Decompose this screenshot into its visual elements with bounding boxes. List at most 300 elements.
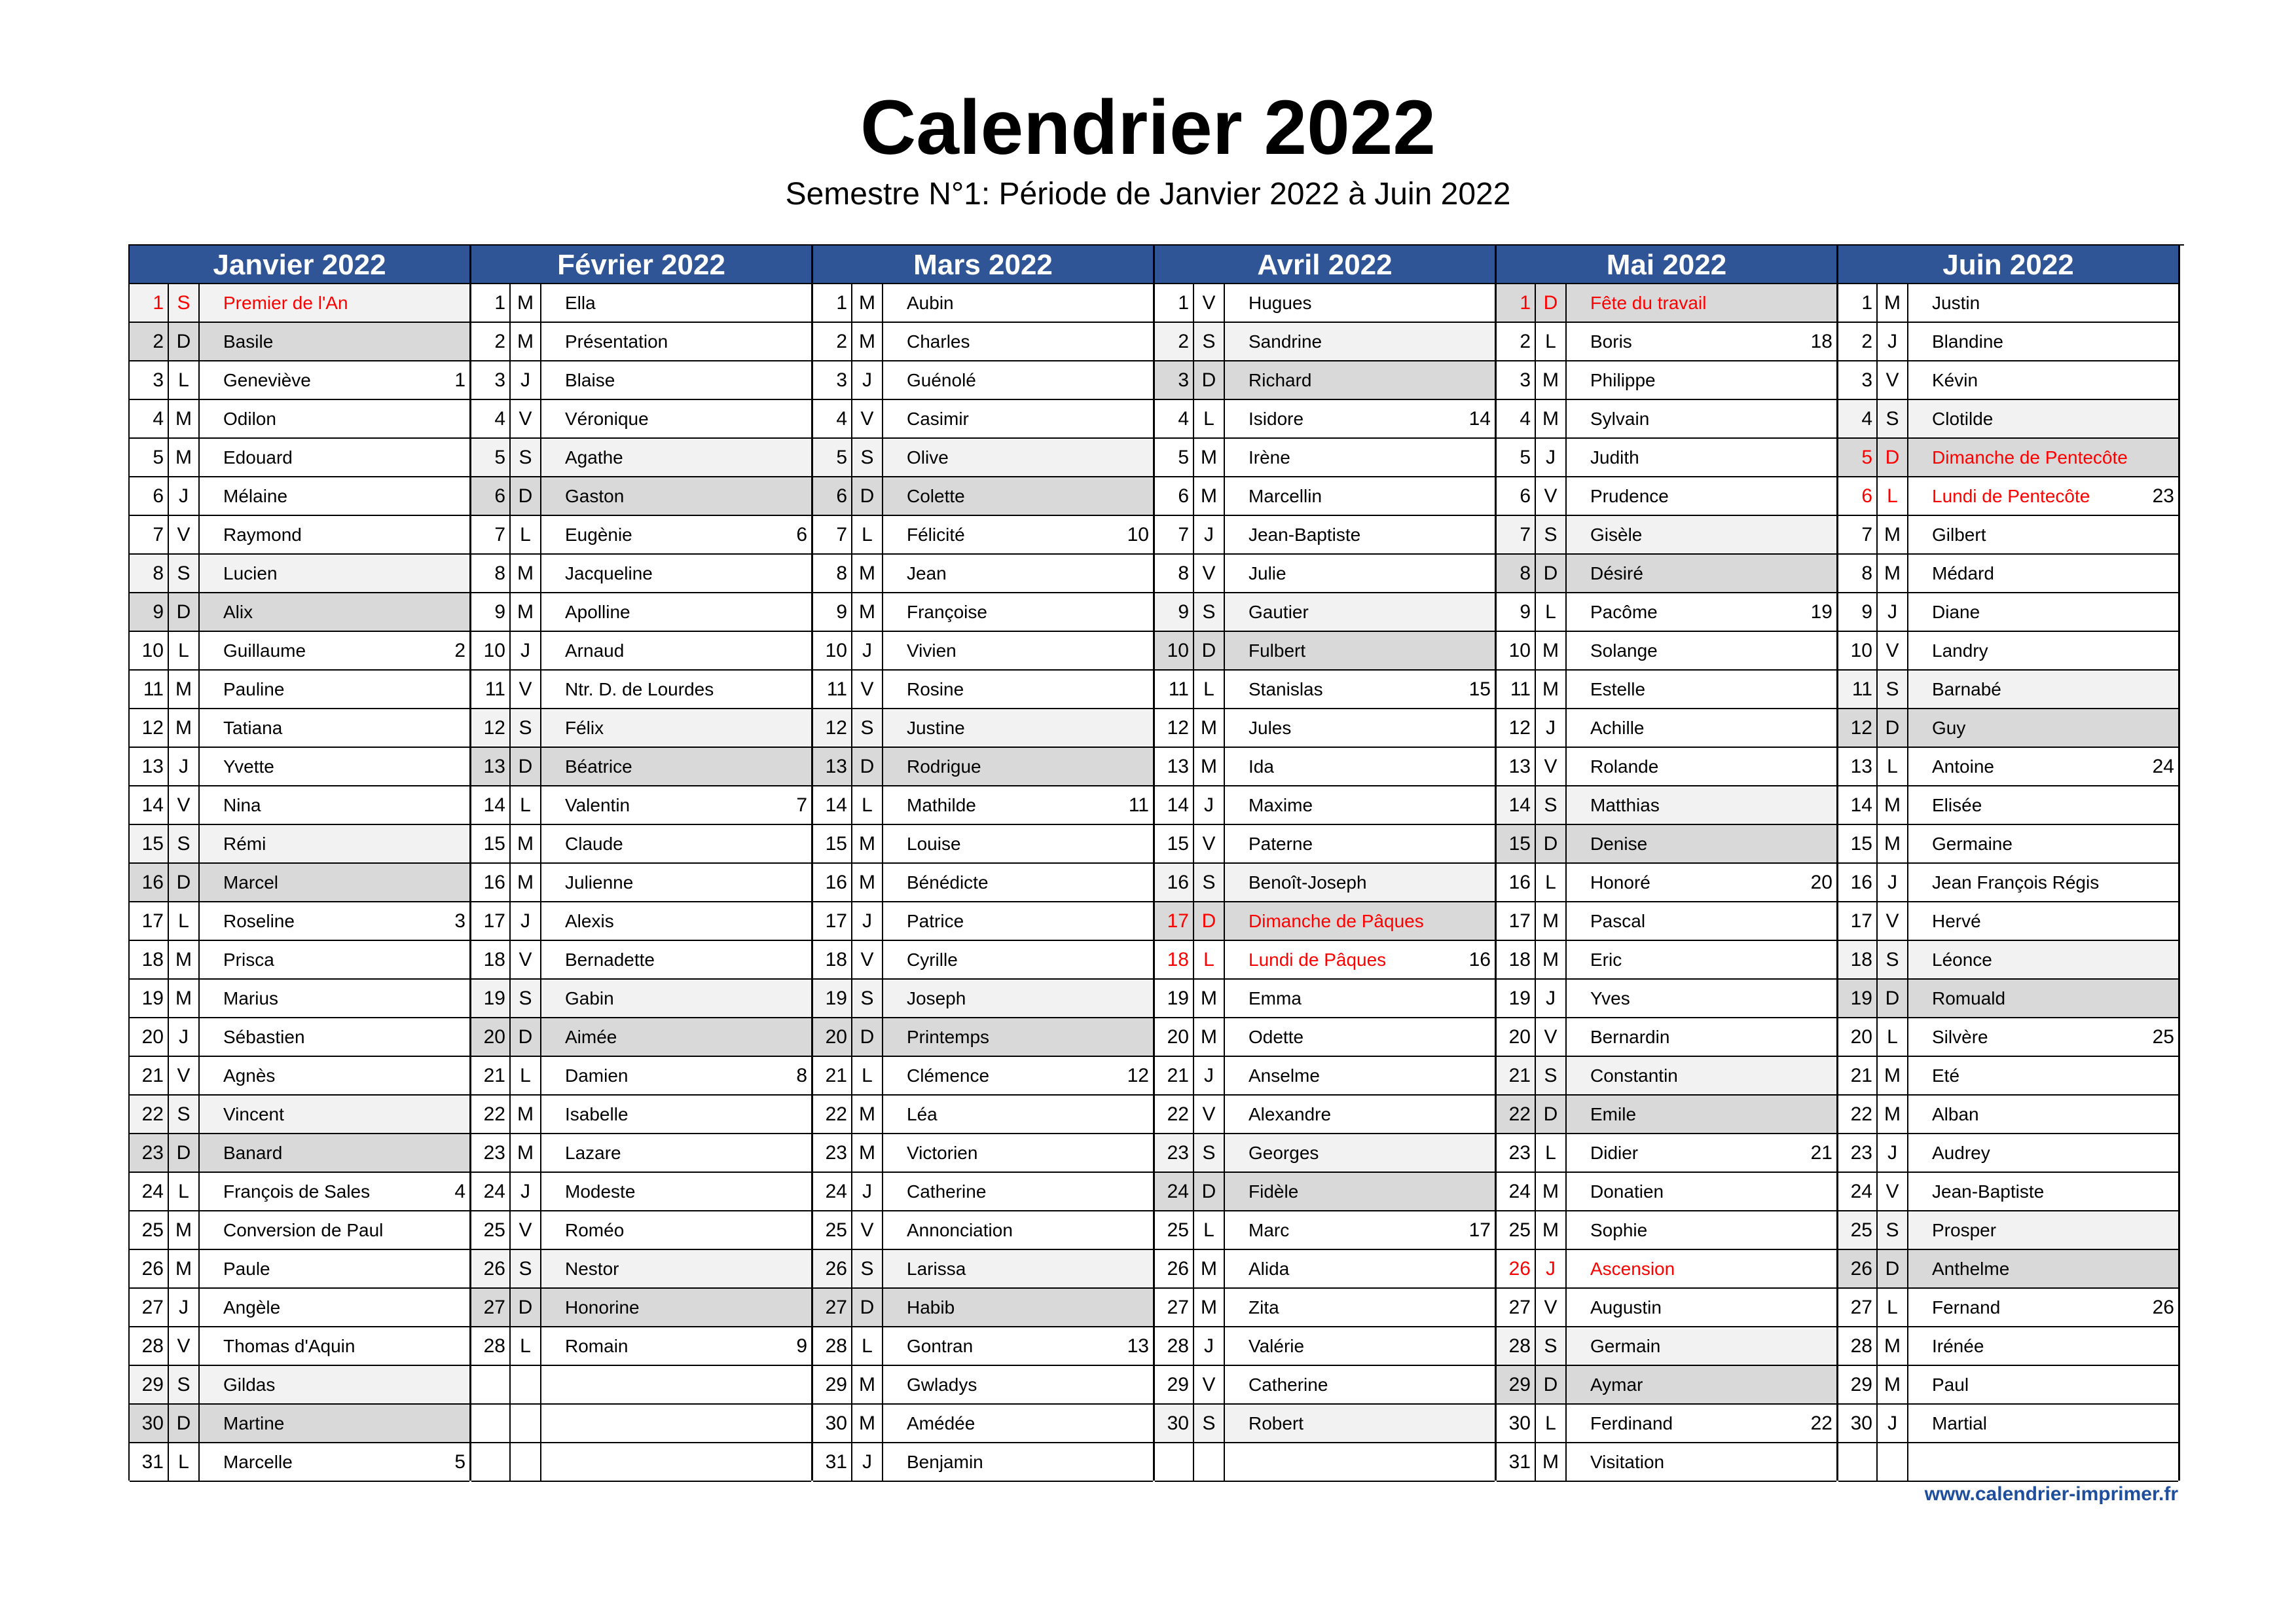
- day-row: [1155, 284, 1495, 323]
- day-row: [1155, 1405, 1495, 1443]
- day-row: [813, 1096, 1153, 1134]
- day-row: [1155, 786, 1495, 825]
- weekday-letter: S: [852, 980, 883, 1017]
- day-number: 4: [1497, 400, 1536, 437]
- weekday-letter: M: [1194, 980, 1225, 1017]
- day-row: [130, 555, 469, 593]
- day-row: [1838, 1018, 2178, 1057]
- day-number: 25: [1155, 1211, 1194, 1249]
- day-row: [1497, 825, 1836, 864]
- day-number: 17: [471, 902, 511, 940]
- saint-name: Isabelle: [565, 1104, 629, 1124]
- saint-name: Joseph: [907, 988, 966, 1008]
- day-row: [130, 1211, 469, 1250]
- saint-name: Guy: [1932, 718, 1966, 738]
- weekday-letter: J: [1878, 1134, 1908, 1172]
- saint-name: Odette: [1248, 1027, 1304, 1047]
- day-row: [1155, 1327, 1495, 1366]
- day-row: [813, 477, 1153, 516]
- saint-name: Denise: [1590, 834, 1648, 854]
- day-number: 17: [1838, 902, 1878, 940]
- weekday-letter: M: [1536, 361, 1567, 399]
- day-number: 25: [813, 1211, 852, 1249]
- day-row: [471, 284, 811, 323]
- day-number: 3: [1155, 361, 1194, 399]
- day-number: 5: [1838, 439, 1878, 476]
- saint-name: Vivien: [907, 640, 957, 661]
- month-column: [471, 246, 813, 1481]
- day-row: [130, 825, 469, 864]
- day-number: 22: [130, 1096, 169, 1133]
- weekday-letter: M: [169, 439, 200, 476]
- saint-name: Jacqueline: [565, 563, 653, 583]
- weekday-letter: M: [852, 1096, 883, 1133]
- day-number: 27: [1155, 1289, 1194, 1326]
- day-number: 4: [1155, 400, 1194, 437]
- week-number: 13: [1127, 1335, 1149, 1357]
- empty-cell: [511, 1405, 541, 1442]
- month-column: [1838, 246, 2180, 1481]
- saint-name: Damien: [565, 1065, 629, 1086]
- day-row: [813, 1018, 1153, 1057]
- saint-name: Paule: [223, 1259, 270, 1279]
- saint-name: Claude: [565, 834, 623, 854]
- weekday-letter: D: [1194, 632, 1225, 669]
- day-row: [130, 632, 469, 671]
- saint-name: Odilon: [223, 409, 276, 429]
- saint-name: Blandine: [1932, 331, 2003, 352]
- weekday-letter: V: [1878, 361, 1908, 399]
- saint-name: Mathilde: [907, 795, 976, 815]
- weekday-letter: M: [1194, 748, 1225, 785]
- saint-name: Paul: [1932, 1375, 1969, 1395]
- weekday-letter: J: [169, 748, 200, 785]
- saint-name: Visitation: [1590, 1452, 1665, 1472]
- saint-name: Sophie: [1590, 1220, 1648, 1240]
- week-number: 8: [796, 1065, 807, 1086]
- saint-name: Estelle: [1590, 679, 1646, 699]
- day-row: [1497, 1134, 1836, 1173]
- day-number: 21: [1155, 1057, 1194, 1094]
- saint-name: Elisée: [1932, 795, 1982, 815]
- saint-name: Romain: [565, 1336, 629, 1356]
- day-row: [1497, 941, 1836, 980]
- day-row: [1155, 980, 1495, 1018]
- saint-name: Gisèle: [1590, 525, 1643, 545]
- saint-name: Catherine: [1248, 1375, 1328, 1395]
- day-number: 24: [1155, 1173, 1194, 1210]
- day-number: 8: [1838, 555, 1878, 592]
- weekday-letter: M: [511, 1096, 541, 1133]
- week-number: 16: [1468, 949, 1491, 970]
- week-number: 11: [1128, 794, 1149, 816]
- day-number: 18: [813, 941, 852, 978]
- weekday-letter: V: [1194, 825, 1225, 862]
- day-row: [471, 593, 811, 632]
- weekday-letter: M: [511, 864, 541, 901]
- weekday-letter: M: [852, 323, 883, 360]
- empty-cell: [1878, 1443, 1908, 1481]
- day-number: 29: [130, 1366, 169, 1403]
- day-row: [1497, 671, 1836, 709]
- saint-name: Matthias: [1590, 795, 1660, 815]
- weekday-letter: S: [1194, 864, 1225, 901]
- empty-cell: [511, 1443, 541, 1481]
- weekday-letter: D: [1878, 980, 1908, 1017]
- empty-cell: [511, 1366, 541, 1403]
- day-row: [1838, 980, 2178, 1018]
- weekday-letter: V: [1878, 632, 1908, 669]
- saint-name: Catherine: [907, 1181, 987, 1202]
- saint-name: Benoît-Joseph: [1248, 872, 1367, 893]
- day-row: [130, 786, 469, 825]
- weekday-letter: J: [1194, 1327, 1225, 1365]
- week-number: 1: [454, 369, 465, 391]
- day-number: 8: [813, 555, 852, 592]
- saint-name: Ntr. D. de Lourdes: [565, 679, 714, 699]
- day-number: 14: [130, 786, 169, 824]
- saint-name: Bernadette: [565, 950, 655, 970]
- day-row: [471, 477, 811, 516]
- saint-name: Honorine: [565, 1297, 640, 1318]
- calendar-grid: [128, 244, 2184, 1481]
- day-row: [813, 709, 1153, 748]
- weekday-letter: S: [1194, 1134, 1225, 1172]
- day-row: [130, 980, 469, 1018]
- day-number: 31: [130, 1443, 169, 1481]
- saint-name: Gontran: [907, 1336, 974, 1356]
- day-row: [1155, 477, 1495, 516]
- saint-name: Georges: [1248, 1143, 1319, 1163]
- day-number: 21: [813, 1057, 852, 1094]
- day-row: [471, 864, 811, 902]
- saint-name: Constantin: [1590, 1065, 1678, 1086]
- weekday-letter: L: [852, 516, 883, 553]
- day-number: 30: [813, 1405, 852, 1442]
- day-number: 5: [471, 439, 511, 476]
- saint-name: Richard: [1248, 370, 1312, 390]
- weekday-letter: L: [1536, 323, 1567, 360]
- saint-name: Léonce: [1932, 950, 1992, 970]
- weekday-letter: D: [1878, 1250, 1908, 1287]
- day-row: [1838, 1289, 2178, 1327]
- day-row: [1838, 1327, 2178, 1366]
- day-row: [1155, 902, 1495, 941]
- weekday-letter: V: [1878, 1173, 1908, 1210]
- day-number: 17: [813, 902, 852, 940]
- weekday-letter: D: [1194, 902, 1225, 940]
- day-row: [813, 555, 1153, 593]
- saint-name: Solange: [1590, 640, 1658, 661]
- day-row: [1155, 671, 1495, 709]
- saint-name: Valérie: [1248, 1336, 1305, 1356]
- weekday-letter: M: [852, 1366, 883, 1403]
- weekday-letter: D: [1194, 361, 1225, 399]
- day-number: 26: [130, 1250, 169, 1287]
- saint-name: Aubin: [907, 293, 954, 313]
- weekday-letter: V: [511, 1211, 541, 1249]
- day-number: 15: [130, 825, 169, 862]
- week-number: 19: [1810, 601, 1832, 623]
- weekday-letter: L: [1878, 477, 1908, 515]
- day-number: 2: [1497, 323, 1536, 360]
- day-number: 31: [1497, 1443, 1536, 1481]
- day-row: [1838, 864, 2178, 902]
- saint-name: Louise: [907, 834, 961, 854]
- saint-name: Gaston: [565, 486, 625, 506]
- empty-cell: [471, 1366, 511, 1403]
- day-row: [1155, 941, 1495, 980]
- day-number: 11: [1838, 671, 1878, 708]
- weekday-letter: J: [1878, 1405, 1908, 1442]
- day-row: [1838, 284, 2178, 323]
- day-number: 1: [130, 284, 169, 322]
- saint-name: Sandrine: [1248, 331, 1322, 352]
- day-row: [813, 1173, 1153, 1211]
- saint-name: Patrice: [907, 911, 964, 931]
- holiday-name: Dimanche de Pâques: [1248, 911, 1424, 931]
- day-number: 13: [1155, 748, 1194, 785]
- day-number: 6: [1155, 477, 1194, 515]
- day-row: [1497, 439, 1836, 477]
- month-header: Février 2022: [471, 246, 811, 284]
- day-number: 19: [1155, 980, 1194, 1017]
- saint-name: Félix: [565, 718, 604, 738]
- weekday-letter: V: [1536, 1289, 1567, 1326]
- weekday-letter: V: [1536, 477, 1567, 515]
- weekday-letter: M: [511, 1134, 541, 1172]
- page-subtitle: Semestre N°1: Période de Janvier 2022 à Juin 2022: [785, 177, 1511, 212]
- day-row: [471, 1173, 811, 1211]
- saint-name: Roseline: [223, 911, 295, 931]
- saint-name: Valentin: [565, 795, 630, 815]
- weekday-letter: M: [852, 555, 883, 592]
- day-number: 19: [130, 980, 169, 1017]
- empty-cell: [1838, 1443, 1878, 1481]
- day-number: 23: [1838, 1134, 1878, 1172]
- day-row: [1838, 1366, 2178, 1405]
- saint-name: Ferdinand: [1590, 1413, 1673, 1433]
- saint-name: Anthelme: [1932, 1259, 2010, 1279]
- day-number: 8: [130, 555, 169, 592]
- day-number: 28: [130, 1327, 169, 1365]
- day-row: [1155, 1289, 1495, 1327]
- weekday-letter: D: [169, 864, 200, 901]
- weekday-letter: S: [1878, 400, 1908, 437]
- saint-name: Kévin: [1932, 370, 1978, 390]
- weekday-letter: J: [1536, 980, 1567, 1017]
- day-number: 9: [813, 593, 852, 631]
- week-number: 21: [1810, 1142, 1832, 1164]
- day-number: 27: [1497, 1289, 1536, 1326]
- empty-cell: [1194, 1443, 1225, 1481]
- day-row: [1155, 323, 1495, 361]
- saint-name: Mélaine: [223, 486, 288, 506]
- day-number: 20: [813, 1018, 852, 1056]
- weekday-letter: M: [1536, 1443, 1567, 1481]
- weekday-letter: V: [852, 671, 883, 708]
- weekday-letter: J: [511, 902, 541, 940]
- saint-name: Zita: [1248, 1297, 1279, 1318]
- saint-name: Nestor: [565, 1259, 619, 1279]
- holiday-name: Dimanche de Pentecôte: [1932, 447, 2128, 468]
- day-number: 12: [471, 709, 511, 747]
- weekday-letter: M: [1194, 1018, 1225, 1056]
- day-number: 7: [1497, 516, 1536, 553]
- day-row: [1497, 1443, 1836, 1482]
- month-column: [130, 246, 471, 1481]
- weekday-letter: L: [169, 1443, 200, 1481]
- month-header: Mai 2022: [1497, 246, 1836, 284]
- day-number: 21: [130, 1057, 169, 1094]
- day-number: 14: [1155, 786, 1194, 824]
- day-number: 18: [471, 941, 511, 978]
- day-row: [813, 516, 1153, 555]
- day-row: [1838, 786, 2178, 825]
- saint-name: Amédée: [907, 1413, 975, 1433]
- weekday-letter: L: [852, 1327, 883, 1365]
- day-row: [1497, 1405, 1836, 1443]
- day-row: [813, 825, 1153, 864]
- weekday-letter: M: [511, 555, 541, 592]
- day-row: [1497, 1366, 1836, 1405]
- saint-name: Rosine: [907, 679, 964, 699]
- day-row: [1838, 748, 2178, 786]
- day-row: [130, 439, 469, 477]
- day-row: [471, 632, 811, 671]
- day-number: 3: [1497, 361, 1536, 399]
- weekday-letter: L: [852, 1057, 883, 1094]
- weekday-letter: V: [1194, 284, 1225, 322]
- day-number: 6: [813, 477, 852, 515]
- day-number: 24: [130, 1173, 169, 1210]
- day-number: 30: [1155, 1405, 1194, 1442]
- day-number: 18: [1155, 941, 1194, 978]
- weekday-letter: M: [1878, 1057, 1908, 1094]
- week-number: 22: [1810, 1412, 1832, 1434]
- day-row: [471, 1211, 811, 1250]
- weekday-letter: S: [1194, 1405, 1225, 1442]
- day-row: [1838, 323, 2178, 361]
- day-row: [1838, 1250, 2178, 1289]
- day-row: [130, 1057, 469, 1096]
- day-row: [130, 400, 469, 439]
- day-row: [1155, 1173, 1495, 1211]
- day-number: 26: [471, 1250, 511, 1287]
- weekday-letter: S: [169, 555, 200, 592]
- day-row: [813, 439, 1153, 477]
- weekday-letter: V: [1536, 748, 1567, 785]
- weekday-letter: M: [511, 284, 541, 322]
- day-row: [1838, 477, 2178, 516]
- saint-name: Jean-Baptiste: [1932, 1181, 2045, 1202]
- weekday-letter: J: [1878, 593, 1908, 631]
- saint-name: Fernand: [1932, 1297, 2001, 1318]
- saint-name: Stanislas: [1248, 679, 1323, 699]
- weekday-letter: V: [852, 1211, 883, 1249]
- weekday-letter: D: [852, 1289, 883, 1326]
- weekday-letter: D: [852, 477, 883, 515]
- day-row: [1838, 671, 2178, 709]
- day-row: [813, 593, 1153, 632]
- month-header: Mars 2022: [813, 246, 1153, 284]
- day-row: [813, 1057, 1153, 1096]
- day-number: 7: [1838, 516, 1878, 553]
- day-number: 1: [1155, 284, 1194, 322]
- day-row: [1155, 516, 1495, 555]
- saint-name: Thomas d'Aquin: [223, 1336, 355, 1356]
- empty-cell: [1225, 1443, 1495, 1481]
- day-number: 1: [471, 284, 511, 322]
- day-number: 4: [1838, 400, 1878, 437]
- holiday-name: Premier de l'An: [223, 293, 348, 313]
- weekday-letter: D: [511, 1289, 541, 1326]
- day-row: [1155, 1211, 1495, 1250]
- day-number: 6: [130, 477, 169, 515]
- weekday-letter: V: [1536, 1018, 1567, 1056]
- day-row: [1497, 284, 1836, 323]
- day-number: 15: [1155, 825, 1194, 862]
- day-number: 28: [471, 1327, 511, 1365]
- day-row: [130, 361, 469, 400]
- weekday-letter: M: [511, 825, 541, 862]
- day-number: 18: [1838, 941, 1878, 978]
- day-number: 15: [1497, 825, 1536, 862]
- day-row: [1497, 400, 1836, 439]
- weekday-letter: S: [1878, 941, 1908, 978]
- day-number: 21: [471, 1057, 511, 1094]
- saint-name: Alexis: [565, 911, 614, 931]
- weekday-letter: L: [169, 632, 200, 669]
- weekday-letter: V: [511, 941, 541, 978]
- saint-name: Jean: [907, 563, 947, 583]
- day-row: [130, 1134, 469, 1173]
- saint-name: Romuald: [1932, 988, 2006, 1008]
- weekday-letter: D: [511, 748, 541, 785]
- day-row: [1838, 1173, 2178, 1211]
- weekday-letter: M: [1878, 284, 1908, 322]
- day-row: [471, 902, 811, 941]
- day-row: [1155, 1096, 1495, 1134]
- day-number: 27: [1838, 1289, 1878, 1326]
- holiday-name: Fête du travail: [1590, 293, 1707, 313]
- saint-name: Achille: [1590, 718, 1645, 738]
- day-row: [471, 748, 811, 786]
- day-row: [813, 1211, 1153, 1250]
- website-link[interactable]: www.calendrier-imprimer.fr: [1924, 1483, 2178, 1505]
- saint-name: Martine: [223, 1413, 285, 1433]
- day-number: 16: [471, 864, 511, 901]
- day-row: [130, 323, 469, 361]
- day-row: [130, 477, 469, 516]
- day-number: 16: [813, 864, 852, 901]
- weekday-letter: M: [1194, 1289, 1225, 1326]
- day-number: 9: [1497, 593, 1536, 631]
- empty-cell: [541, 1366, 811, 1403]
- empty-cell: [471, 1443, 511, 1481]
- day-number: 25: [471, 1211, 511, 1249]
- day-row: [471, 709, 811, 748]
- saint-name: Aimée: [565, 1027, 617, 1047]
- saint-name: Rodrigue: [907, 756, 981, 777]
- saint-name: Arnaud: [565, 640, 625, 661]
- weekday-letter: V: [169, 1327, 200, 1365]
- day-number: 28: [1838, 1327, 1878, 1365]
- saint-name: Judith: [1590, 447, 1639, 468]
- day-row: [1838, 902, 2178, 941]
- saint-name: Yves: [1590, 988, 1630, 1008]
- saint-name: Sébastien: [223, 1027, 305, 1047]
